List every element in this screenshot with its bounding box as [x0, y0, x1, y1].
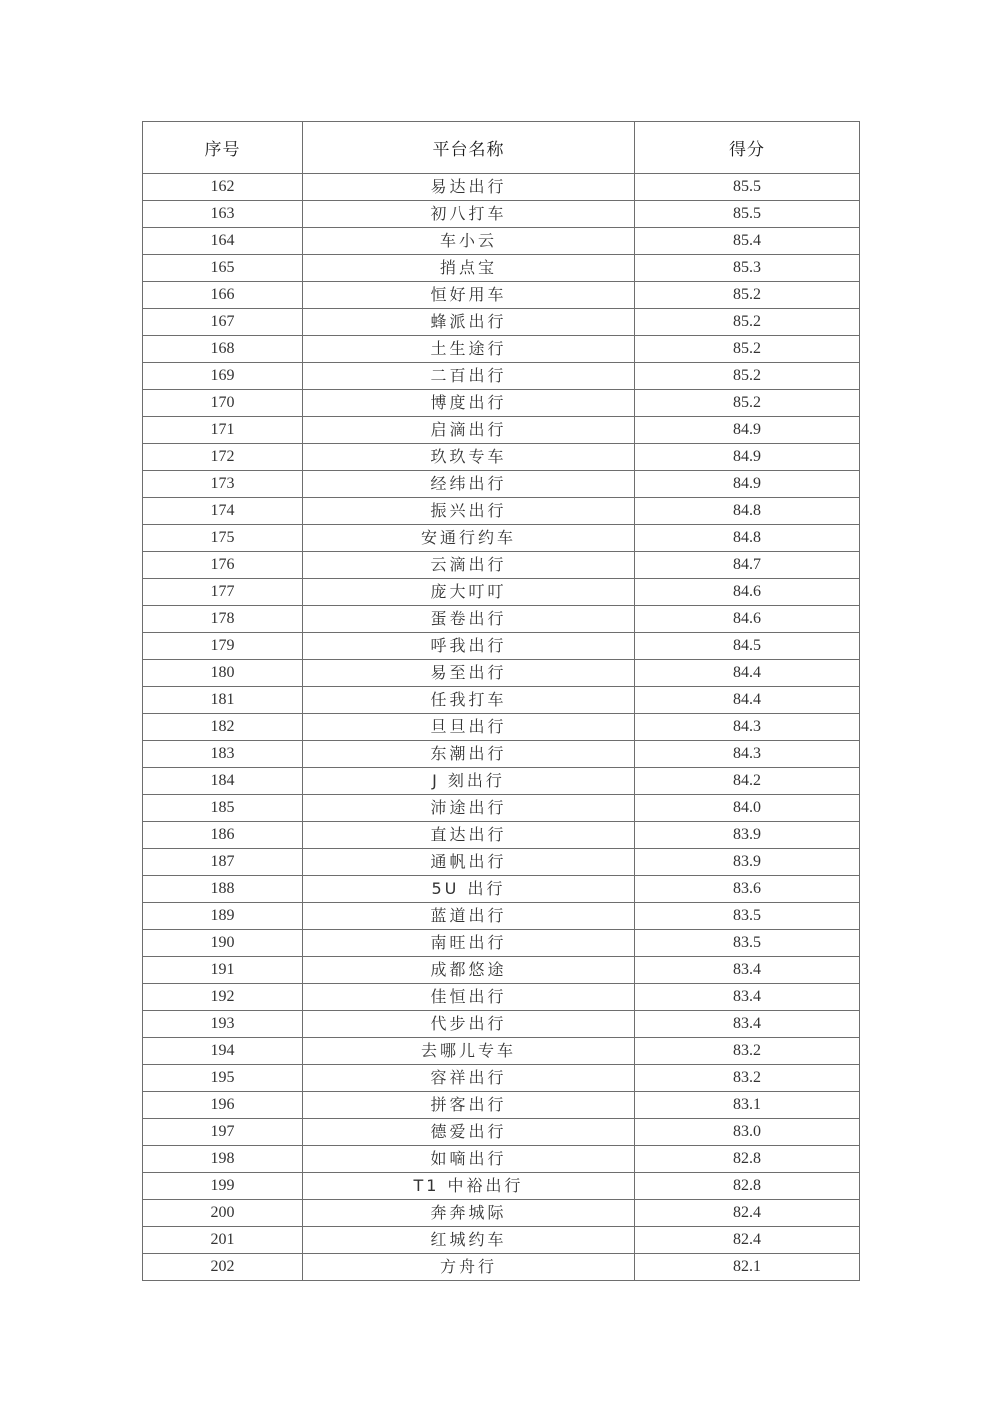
table-row: [143, 444, 860, 471]
row-score: 83.9: [635, 822, 860, 849]
row-score: 84.0: [635, 795, 860, 822]
row-index: 174: [143, 498, 303, 525]
row-index: 173: [143, 471, 303, 498]
row-platform-name: 通帆出行: [303, 849, 635, 876]
row-platform-name: 南旺出行: [303, 930, 635, 957]
table-row: [143, 1092, 860, 1119]
table-row: [143, 255, 860, 282]
row-score: 83.6: [635, 876, 860, 903]
table-row: [143, 633, 860, 660]
row-platform-name: 沛途出行: [303, 795, 635, 822]
row-score: 84.3: [635, 741, 860, 768]
row-index: 167: [143, 309, 303, 336]
row-platform-name: 拼客出行: [303, 1092, 635, 1119]
row-score: 85.2: [635, 282, 860, 309]
row-platform-name: 容祥出行: [303, 1065, 635, 1092]
table-row: [143, 1065, 860, 1092]
table-row: [143, 201, 860, 228]
row-score: 85.2: [635, 309, 860, 336]
row-platform-name: 去哪儿专车: [303, 1038, 635, 1065]
table-row: [143, 525, 860, 552]
table-body: [143, 174, 860, 1281]
row-platform-name: 易至出行: [303, 660, 635, 687]
row-platform-name: 云滴出行: [303, 552, 635, 579]
row-index: 162: [143, 174, 303, 201]
table-row: [143, 1173, 860, 1200]
row-index: 200: [143, 1200, 303, 1227]
row-score: 85.2: [635, 390, 860, 417]
row-index: 199: [143, 1173, 303, 1200]
row-score: 82.8: [635, 1146, 860, 1173]
table-row: [143, 1119, 860, 1146]
row-index: 181: [143, 687, 303, 714]
row-platform-name: 车小云: [303, 228, 635, 255]
row-index: 175: [143, 525, 303, 552]
row-index: 185: [143, 795, 303, 822]
row-score: 84.8: [635, 498, 860, 525]
row-platform-name: 红城约车: [303, 1227, 635, 1254]
row-score: 82.4: [635, 1200, 860, 1227]
row-index: 201: [143, 1227, 303, 1254]
table-row: [143, 1227, 860, 1254]
table-row: [143, 1011, 860, 1038]
row-index: 176: [143, 552, 303, 579]
table-row: [143, 471, 860, 498]
table-row: [143, 363, 860, 390]
row-index: 170: [143, 390, 303, 417]
row-score: 84.9: [635, 417, 860, 444]
row-score: 85.2: [635, 363, 860, 390]
row-index: 168: [143, 336, 303, 363]
row-score: 82.1: [635, 1254, 860, 1281]
row-index: 198: [143, 1146, 303, 1173]
row-platform-name: 直达出行: [303, 822, 635, 849]
table-row: [143, 1200, 860, 1227]
row-platform-name: 恒好用车: [303, 282, 635, 309]
row-index: 165: [143, 255, 303, 282]
table-row: [143, 498, 860, 525]
header-index: 序号: [143, 122, 303, 174]
row-score: 84.9: [635, 444, 860, 471]
row-score: 84.9: [635, 471, 860, 498]
row-index: 194: [143, 1038, 303, 1065]
table-row: [143, 849, 860, 876]
row-platform-name: 玖玖专车: [303, 444, 635, 471]
row-index: 195: [143, 1065, 303, 1092]
row-platform-name: 奔奔城际: [303, 1200, 635, 1227]
row-index: 164: [143, 228, 303, 255]
row-index: 187: [143, 849, 303, 876]
row-score: 83.4: [635, 984, 860, 1011]
row-index: 197: [143, 1119, 303, 1146]
row-platform-name: 如嘀出行: [303, 1146, 635, 1173]
row-platform-name: 德爱出行: [303, 1119, 635, 1146]
row-platform-name: 蜂派出行: [303, 309, 635, 336]
table-row: [143, 1254, 860, 1281]
row-score: 83.1: [635, 1092, 860, 1119]
row-score: 85.4: [635, 228, 860, 255]
row-index: 177: [143, 579, 303, 606]
row-platform-name: 安通行约车: [303, 525, 635, 552]
row-index: 192: [143, 984, 303, 1011]
row-score: 85.5: [635, 201, 860, 228]
table-row: [143, 417, 860, 444]
row-platform-name: 蓝道出行: [303, 903, 635, 930]
row-score: 84.6: [635, 579, 860, 606]
row-index: 184: [143, 768, 303, 795]
row-score: 84.6: [635, 606, 860, 633]
row-index: 171: [143, 417, 303, 444]
table-row: [143, 930, 860, 957]
row-index: 190: [143, 930, 303, 957]
table-row: [143, 1038, 860, 1065]
row-score: 83.2: [635, 1038, 860, 1065]
row-platform-name: 方舟行: [303, 1254, 635, 1281]
table-row: [143, 903, 860, 930]
row-platform-name: 任我打车: [303, 687, 635, 714]
row-index: 163: [143, 201, 303, 228]
row-index: 169: [143, 363, 303, 390]
table-row: [143, 174, 860, 201]
table-row: [143, 552, 860, 579]
row-score: 85.5: [635, 174, 860, 201]
row-index: 193: [143, 1011, 303, 1038]
header-row: [143, 122, 860, 174]
row-score: 83.5: [635, 903, 860, 930]
row-index: 178: [143, 606, 303, 633]
table-row: [143, 309, 860, 336]
row-platform-name: 东潮出行: [303, 741, 635, 768]
row-score: 84.7: [635, 552, 860, 579]
table-row: [143, 795, 860, 822]
row-score: 84.3: [635, 714, 860, 741]
row-score: 83.5: [635, 930, 860, 957]
row-index: 172: [143, 444, 303, 471]
row-score: 83.0: [635, 1119, 860, 1146]
row-platform-name: J 刻出行: [303, 768, 635, 795]
row-platform-name: 呼我出行: [303, 633, 635, 660]
table-row: [143, 984, 860, 1011]
row-platform-name: 经纬出行: [303, 471, 635, 498]
row-score: 82.8: [635, 1173, 860, 1200]
row-index: 202: [143, 1254, 303, 1281]
table-row: [143, 822, 860, 849]
row-index: 183: [143, 741, 303, 768]
row-score: 84.5: [635, 633, 860, 660]
header-score: 得分: [635, 122, 860, 174]
row-platform-name: 捎点宝: [303, 255, 635, 282]
row-platform-name: 土生途行: [303, 336, 635, 363]
row-score: 83.9: [635, 849, 860, 876]
row-platform-name: 博度出行: [303, 390, 635, 417]
row-score: 84.4: [635, 660, 860, 687]
row-platform-name: 佳恒出行: [303, 984, 635, 1011]
table-row: [143, 390, 860, 417]
row-platform-name: 启滴出行: [303, 417, 635, 444]
table-row: [143, 606, 860, 633]
row-index: 191: [143, 957, 303, 984]
table-row: [143, 282, 860, 309]
row-platform-name: 成都悠途: [303, 957, 635, 984]
row-index: 186: [143, 822, 303, 849]
row-score: 84.8: [635, 525, 860, 552]
row-score: 83.4: [635, 1011, 860, 1038]
table-row: [143, 957, 860, 984]
row-platform-name: 振兴出行: [303, 498, 635, 525]
row-index: 166: [143, 282, 303, 309]
table-row: [143, 741, 860, 768]
table-row: [143, 714, 860, 741]
table-row: [143, 579, 860, 606]
table-row: [143, 768, 860, 795]
table-header: [143, 122, 860, 174]
table-row: [143, 336, 860, 363]
row-index: 182: [143, 714, 303, 741]
row-score: 83.2: [635, 1065, 860, 1092]
row-platform-name: 代步出行: [303, 1011, 635, 1038]
row-index: 196: [143, 1092, 303, 1119]
row-index: 188: [143, 876, 303, 903]
row-index: 179: [143, 633, 303, 660]
table-row: [143, 228, 860, 255]
row-index: 189: [143, 903, 303, 930]
row-score: 82.4: [635, 1227, 860, 1254]
row-score: 85.2: [635, 336, 860, 363]
row-platform-name: 5U 出行: [303, 876, 635, 903]
row-platform-name: 易达出行: [303, 174, 635, 201]
row-platform-name: 蛋卷出行: [303, 606, 635, 633]
table-row: [143, 1146, 860, 1173]
platform-score-table: [142, 121, 860, 1281]
table-row: [143, 660, 860, 687]
row-platform-name: 庞大叮叮: [303, 579, 635, 606]
row-score: 83.4: [635, 957, 860, 984]
table-row: [143, 687, 860, 714]
row-score: 84.4: [635, 687, 860, 714]
row-platform-name: 旦旦出行: [303, 714, 635, 741]
table-row: [143, 876, 860, 903]
row-platform-name: 初八打车: [303, 201, 635, 228]
row-platform-name: T1 中裕出行: [303, 1173, 635, 1200]
header-platform-name: 平台名称: [303, 122, 635, 174]
row-score: 84.2: [635, 768, 860, 795]
row-platform-name: 二百出行: [303, 363, 635, 390]
row-index: 180: [143, 660, 303, 687]
row-score: 85.3: [635, 255, 860, 282]
